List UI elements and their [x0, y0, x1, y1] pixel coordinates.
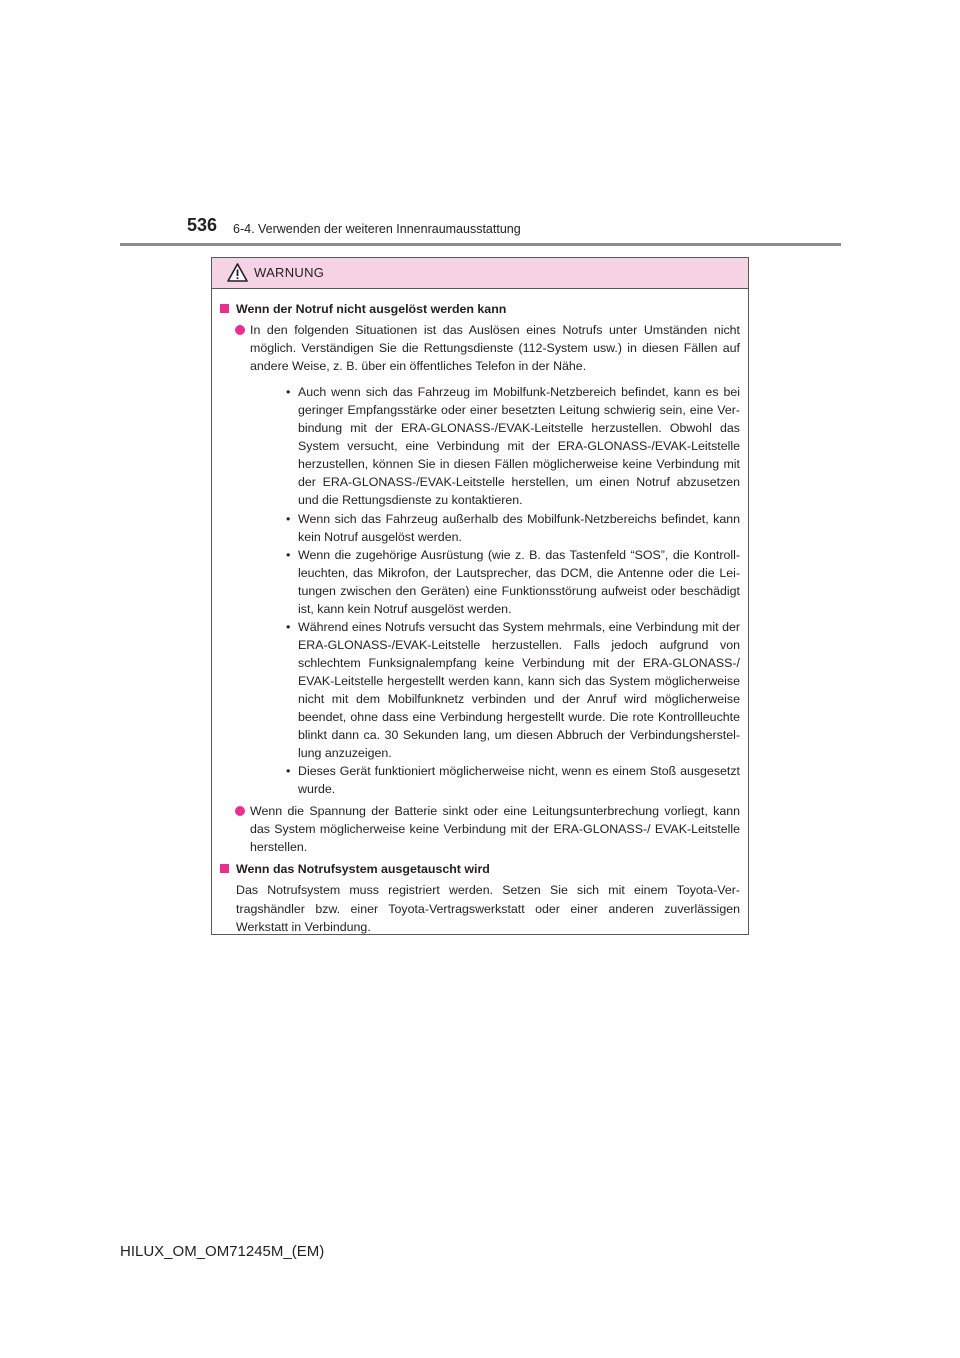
- heading-text: Wenn das Notrufsystem ausgetauscht wird: [236, 862, 490, 877]
- dot-bullet-icon: •: [286, 619, 291, 634]
- square-bullet-icon: [220, 304, 229, 313]
- bullet-item: [250, 546, 740, 618]
- circle-list-item: [220, 802, 740, 856]
- bullet-list: [250, 383, 740, 798]
- bullet-item: [250, 762, 740, 798]
- bullet-text: Wenn sich das Fahrzeug außerhalb des Mobilfunk-Netzbereichs befindet, kann kein Notruf ausgelöst werden.: [298, 511, 740, 544]
- item-text: Wenn die Spannung der Batterie sinkt oder eine Leitungsunterbrechung vorliegt, kann das System möglicherweise keine Verbindung mit der ERA-GLONASS-/ EVAK-Leitstelle herstellen.: [250, 804, 740, 855]
- document-code: HILUX_OM_OM71245M_(EM): [120, 1243, 325, 1260]
- warning-header: [212, 258, 748, 289]
- item-text: In den folgenden Situationen ist das Auslösen eines Notrufs unter Umständen nicht möglich. Verständigen Sie die Rettungsdienste (112-System usw.) in diesen Fällen auf andere Weise, z. B. über ein öffentliches Telefon in der Nähe.: [250, 323, 740, 374]
- warning-label: WARNUNG: [254, 265, 325, 280]
- dot-bullet-icon: •: [286, 385, 291, 400]
- bullet-text: Dieses Gerät funktioniert möglicherweise nicht, wenn es einem Stoß ausgesetzt wurde.: [298, 764, 740, 797]
- header-rule: [120, 243, 841, 246]
- page-number: 536: [187, 215, 218, 235]
- circle-list-item: [220, 321, 740, 798]
- section-heading: [220, 860, 740, 878]
- bullet-text: Wenn die zugehörige Ausrüstung (wie z. B. das Tastenfeld “SOS”, die Kontroll-leuchten, das Mikrofon, der Lautsprecher, das DCM, die Antenne oder die Lei-tungen zwischen den Geräten) eine Funktionsstörung aufweist oder beschädigt ist, kann kein Notruf ausgelöst werden.: [298, 547, 740, 616]
- paragraph: Das Notrufsystem muss registriert werden. Setzen Sie sich mit einem Toyota-Ver-tragshändler bzw. einer Toyota-Vertragswerkstatt oder einer anderen zuverlässigen Werkstatt in Verbindung.: [236, 883, 740, 934]
- warning-triangle-icon: [227, 263, 248, 282]
- bullet-text: Während eines Notrufs versucht das System mehrmals, eine Verbindung mit der ERA-GLONASS-/EVAK-Leitstelle herzustellen. Falls jedoch aufgrund von schlechtem Funksignalempfang keine Verbindung mit der ERA-GLONASS-/ EVAK-Leitstelle hergestellt werden kann, kann sich das System möglicherweise nicht mit dem Mobilfunknetz verbinden und der Anruf wird möglicherweise beendet, ohne dass eine Verbindung hergestellt wurde. Die rote Kontrollleuchte blinkt dann ca. 30 Sekunden lang, um diesen Abbruch der Verbindungsherstel-lung anzuzeigen.: [298, 619, 740, 761]
- circle-bullet-icon: [235, 325, 245, 335]
- dot-bullet-icon: •: [286, 764, 291, 779]
- warning-box: [211, 257, 749, 935]
- warning-body: [212, 289, 748, 936]
- bullet-item: [250, 510, 740, 546]
- heading-text: Wenn der Notruf nicht ausgelöst werden kann: [236, 302, 507, 316]
- circle-bullet-icon: [235, 806, 245, 816]
- bullet-item: [250, 618, 740, 762]
- dot-bullet-icon: •: [286, 511, 291, 526]
- square-bullet-icon: [220, 864, 229, 873]
- section-title: 6-4. Verwenden der weiteren Innenraumausstattung: [233, 222, 521, 236]
- bullet-item: [250, 383, 740, 509]
- dot-bullet-icon: •: [286, 547, 291, 562]
- bullet-text: Auch wenn sich das Fahrzeug im Mobilfunk-Netzbereich befindet, kann es bei geringer Empfangsstärke oder einer besetzten Leitung schwierig sein, eine Ver-bindung mit der ERA-GLONASS-/EVAK-Leitstelle herzustellen. Obwohl das System versucht, eine Verbindung mit der ERA-GLONASS-/EVAK-Leitstelle herzustellen, können Sie in diesen Fällen möglicherweise keine Verbindung mit der ERA-GLONASS-/EVAK-Leitstelle herstellen, um einen Notruf abzusetzen und die Rettungsdienste zu kontaktieren.: [298, 385, 740, 508]
- section-heading: [220, 300, 740, 318]
